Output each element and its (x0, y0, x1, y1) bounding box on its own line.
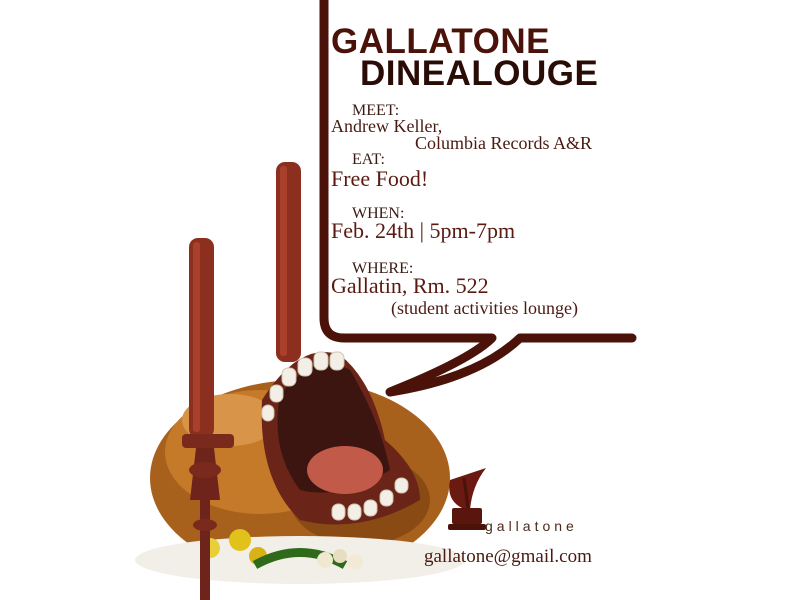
when-label: WHEN: (352, 205, 405, 222)
eat-label: EAT: (352, 151, 385, 168)
when-value: Feb. 24th | 5pm-7pm (331, 218, 516, 243)
title-line-2: DINEALOUGE (360, 54, 599, 93)
title-line-1: GALLATONE (331, 22, 551, 61)
brand-name: gallatone (485, 518, 578, 534)
where-note: (student activities lounge) (391, 298, 578, 318)
gramophone-icon (448, 468, 486, 530)
where-label: WHERE: (352, 260, 414, 277)
meet-name: Andrew Keller, (331, 116, 443, 136)
candle-right (276, 162, 301, 362)
where-value: Gallatin, Rm. 522 (331, 273, 489, 298)
meet-role: Columbia Records A&R (415, 133, 592, 153)
eat-value: Free Food! (331, 166, 429, 191)
meet-label: MEET: (352, 102, 400, 119)
contact-email: gallatone@gmail.com (424, 546, 592, 567)
